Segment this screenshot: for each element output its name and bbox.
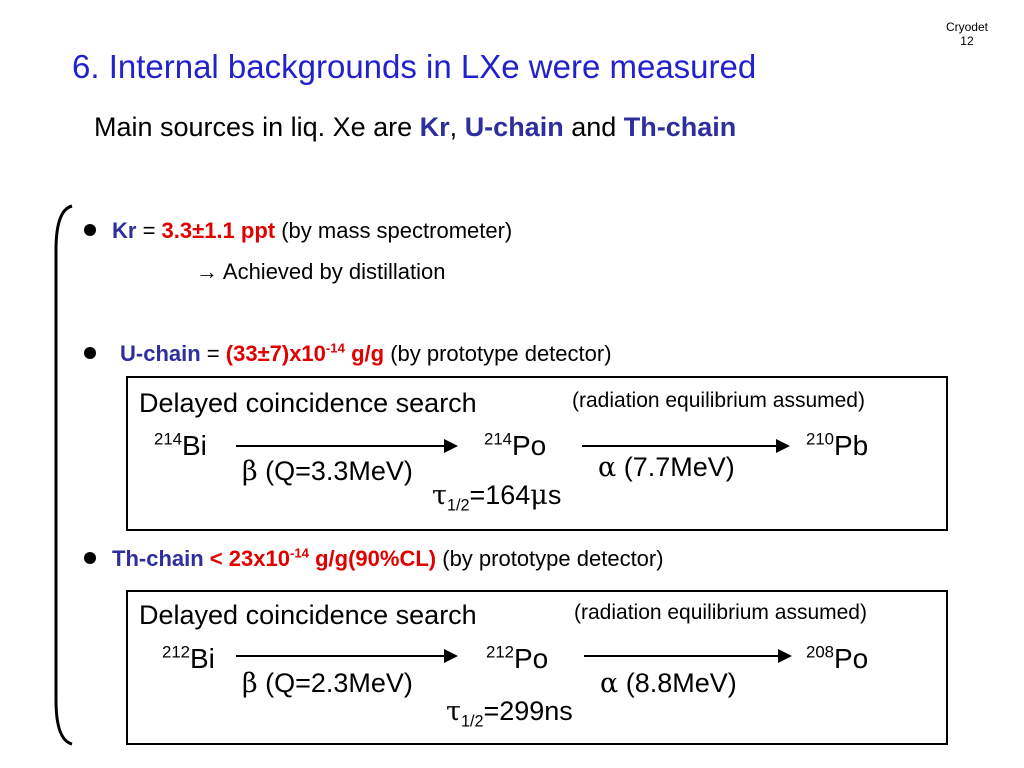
u-unit: g/g <box>344 341 385 366</box>
beta-decay-arrow <box>236 655 456 657</box>
beta-symbol: β <box>242 668 258 699</box>
th-note: (by prototype detector) <box>436 546 664 571</box>
box2-halflife <box>446 696 573 731</box>
beta-q-value: (Q=3.3MeV) <box>257 456 413 486</box>
box1-beta-label <box>242 456 413 487</box>
mass-number: 214 <box>484 429 512 449</box>
th-label: Th-chain <box>112 546 204 571</box>
mass-number: 212 <box>162 642 190 662</box>
tau-subscript: 1/2 <box>446 496 470 515</box>
subtitle-kr: Kr <box>419 112 450 142</box>
beta-decay-arrow <box>236 445 456 447</box>
alpha-symbol: α <box>600 668 619 699</box>
box2-nuclide-1 <box>162 643 215 675</box>
element-symbol: Po <box>512 430 547 461</box>
slide-title: 6. Internal backgrounds in LXe were measured <box>72 48 757 85</box>
box1-halflife <box>432 480 562 515</box>
th-value-base: 23x10 <box>228 546 290 571</box>
u-value-base: (33±7)x10 <box>225 341 326 366</box>
alpha-decay-arrow <box>584 655 790 657</box>
kr-distillation-note: → Achieved by distillation <box>196 259 446 284</box>
mu-symbol: μ <box>530 480 548 511</box>
left-bracket <box>48 200 78 750</box>
alpha-decay-arrow <box>582 445 788 447</box>
subtitle-comma: , <box>449 112 465 142</box>
element-symbol: Bi <box>182 430 207 461</box>
kr-eq: = <box>136 218 162 243</box>
kr-note: (by mass spectrometer) <box>275 218 513 243</box>
alpha-energy: (8.8MeV) <box>618 668 737 698</box>
th-exponent: -14 <box>289 545 309 561</box>
tau-symbol: τ <box>432 480 447 511</box>
beta-symbol: β <box>242 456 258 487</box>
slide-corner-label <box>946 20 988 48</box>
bullet-dot <box>84 552 96 564</box>
corner-text: Cryodet <box>945 20 988 34</box>
subtitle-u-chain: U-chain <box>464 112 564 142</box>
box1-alpha-label <box>598 452 735 483</box>
mass-number: 208 <box>806 642 834 662</box>
tau-subscript: 1/2 <box>460 712 484 731</box>
u-value <box>226 341 384 366</box>
element-symbol: Po <box>514 643 549 674</box>
subtitle-text: Main sources in liq. Xe are <box>94 112 420 142</box>
tau-symbol: τ <box>446 696 461 727</box>
element-symbol: Pb <box>834 430 869 461</box>
kr-value: 3.3±1.1 ppt <box>161 218 276 243</box>
th-value <box>229 546 436 571</box>
mass-number: 214 <box>154 429 182 449</box>
box2-title: Delayed coincidence search <box>139 600 477 630</box>
box2-nuclide-3 <box>806 643 868 675</box>
halflife-unit: s <box>547 480 562 510</box>
alpha-symbol: α <box>598 452 617 483</box>
slide-subtitle <box>94 112 736 143</box>
slide-number: 12 <box>960 34 974 48</box>
box2-alpha-label <box>600 668 737 699</box>
box2-nuclide-2 <box>486 643 548 675</box>
alpha-energy: (7.7MeV) <box>616 452 735 482</box>
box1-nuclide-1 <box>154 430 207 462</box>
mass-number: 210 <box>806 429 834 449</box>
mass-number: 212 <box>486 642 514 662</box>
beta-q-value: (Q=2.3MeV) <box>257 668 413 698</box>
kr-label: Kr <box>112 218 137 243</box>
bullet-dot <box>84 347 96 359</box>
box1-title: Delayed coincidence search <box>139 388 477 418</box>
th-unit: g/g(90%CL) <box>309 546 437 571</box>
box1-nuclide-3 <box>806 430 868 462</box>
th-lt: < <box>203 546 229 571</box>
element-symbol: Bi <box>190 643 215 674</box>
element-symbol: Po <box>834 643 869 674</box>
subtitle-and: and <box>563 112 624 142</box>
box1-nuclide-2 <box>484 430 546 462</box>
u-exponent: -14 <box>325 340 345 356</box>
halflife-value: =164 <box>469 480 531 510</box>
bullet-dot <box>84 224 96 236</box>
box2-beta-label <box>242 668 413 699</box>
halflife-value: =299ns <box>483 696 573 726</box>
box1-note: (radiation equilibrium assumed) <box>572 389 865 412</box>
bullet-kr <box>84 218 512 244</box>
subtitle-th-chain: Th-chain <box>623 112 737 142</box>
bullet-th-chain <box>84 546 664 572</box>
bullet-u-chain <box>84 341 612 367</box>
u-note: (by prototype detector) <box>384 341 612 366</box>
box2-note: (radiation equilibrium assumed) <box>574 601 867 624</box>
u-eq: = <box>200 341 226 366</box>
u-label: U-chain <box>120 341 201 366</box>
